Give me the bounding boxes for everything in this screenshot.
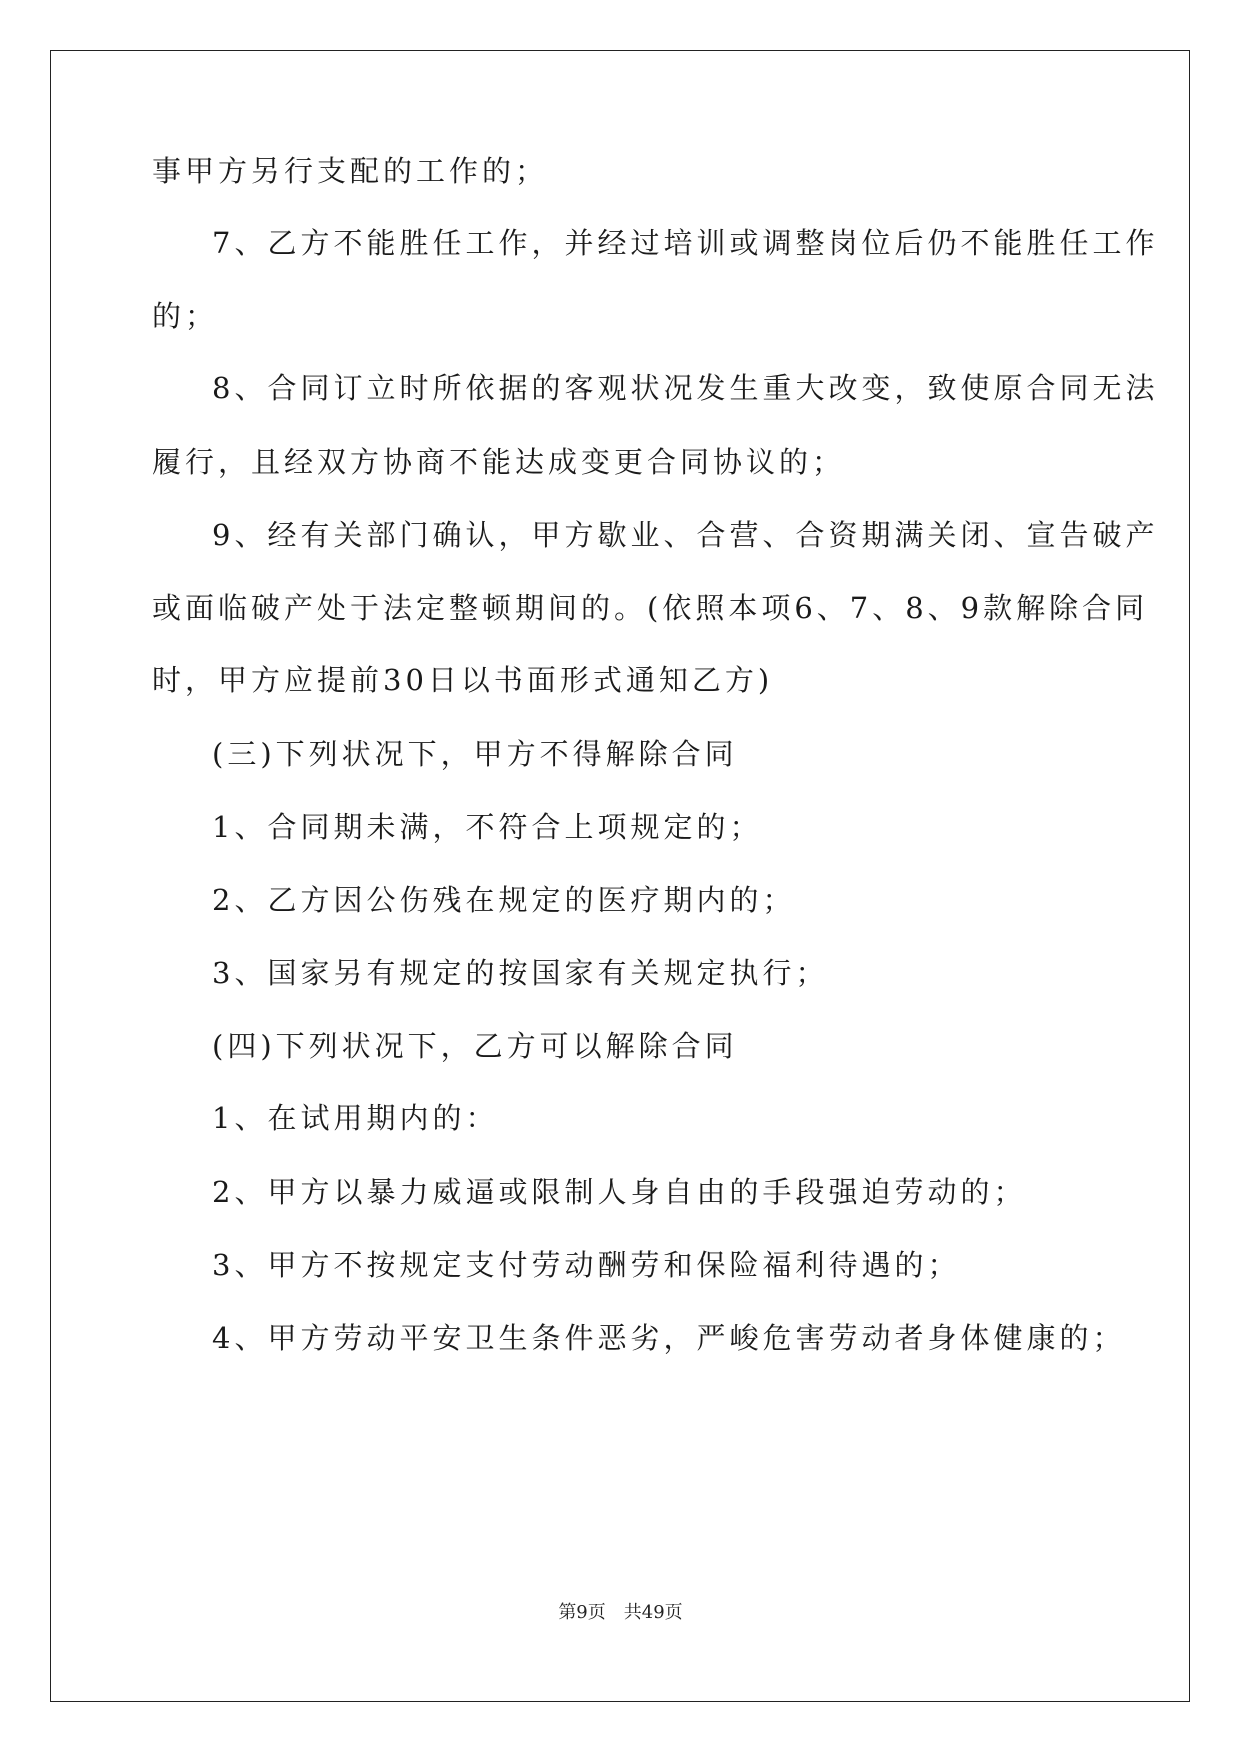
current-page-label: 第9页 (558, 1602, 606, 1623)
total-pages-label: 共49页 (623, 1602, 683, 1623)
page-footer (0, 1598, 1241, 1624)
text-line: 事甲方另行支配的工作的； (152, 154, 549, 188)
text-line: 4、甲方劳动平安卫生条件恶劣，严峻危害劳动者身体健康的； (212, 1321, 1126, 1355)
text-line: 3、国家另有规定的按国家有关规定执行； (212, 956, 829, 990)
section-heading: (四)下列状况下，乙方可以解除合同 (212, 1029, 738, 1063)
text-line: 履行，且经双方协商不能达成变更合同协议的； (152, 445, 846, 479)
text-line: 或面临破产处于法定整顿期间的。(依照本项6、7、8、9款解除合同 (152, 591, 1149, 625)
text-line: 9、经有关部门确认，甲方歇业、合营、合资期满关闭、宣告破产 (212, 518, 1159, 552)
text-line: 2、乙方因公伤残在规定的医疗期内的； (212, 883, 796, 917)
text-line: 的； (152, 299, 219, 333)
text-line: 时，甲方应提前30日以书面形式通知乙方) (152, 663, 774, 697)
section-heading: (三)下列状况下，甲方不得解除合同 (212, 737, 738, 771)
text-line: 1、合同期未满，不符合上项规定的； (212, 810, 763, 844)
text-line: 1、在试用期内的： (212, 1101, 499, 1135)
text-line: 3、甲方不按规定支付劳动酬劳和保险福利待遇的； (212, 1248, 961, 1282)
text-line: 2、甲方以暴力威逼或限制人身自由的手段强迫劳动的； (212, 1175, 1027, 1209)
text-line: 8、合同订立时所依据的客观状况发生重大改变，致使原合同无法 (212, 371, 1159, 405)
text-line: 7、乙方不能胜任工作，并经过培训或调整岗位后仍不能胜任工作 (212, 226, 1159, 260)
